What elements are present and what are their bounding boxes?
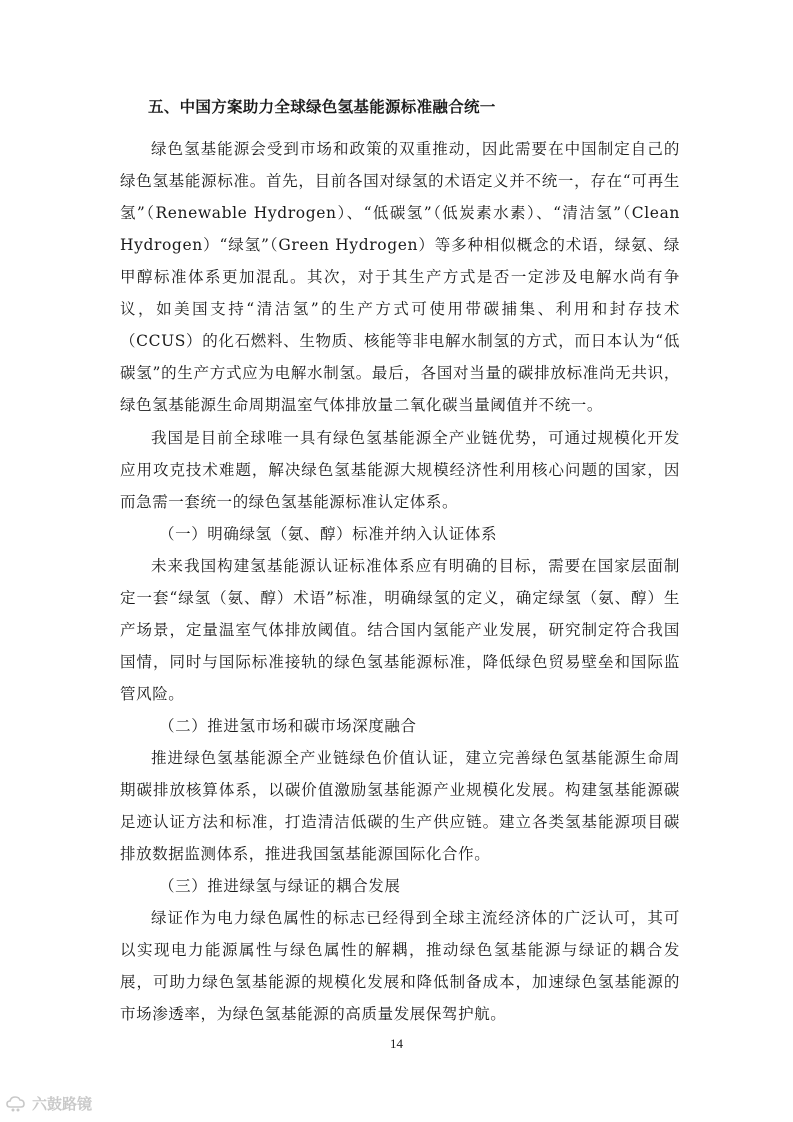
watermark — [6, 1093, 92, 1114]
subsection-3-body: 绿证作为电力绿色属性的标志已经得到全球主流经济体的广泛认可，其可以实现电力能源属性与绿色属性的解耦，推动绿色氢基能源与绿证的耦合发展，可助力绿色氢基能源的规模化发展和降低制备成本，加速绿色氢基能源的市场渗透率，为绿色氢基能源的高质量发展保驾护航。 — [120, 909, 680, 1023]
subsection-1-body: 未来我国构建氢基能源认证标准体系应有明确的目标，需要在国家层面制定一套“绿氢（氨、醇）术语”标准，明确绿氢的定义，确定绿氢（氨、醇）生产场景，定量温室气体排放阈值。结合国内氢能产业发展，研究制定符合我国国情，同时与国际标准接轨的绿色氢基能源标准，降低绿色贸易壁垒和国际监管风险。 — [120, 557, 680, 703]
subsection-2-body: 推进绿色氢基能源全产业链绿色价值认证，建立完善绿色氢基能源生命周期碳排放核算体系，以碳价值激励氢基能源产业规模化发展。构建氢基能源碳足迹认证方法和标准，打造清洁低碳的生产供应链。建立各类氢基能源项目碳排放数据监测体系，推进我国氢基能源国际化合作。 — [120, 749, 680, 863]
subsection-3-heading: （三）推进绿氢与绿证的耦合发展 — [159, 877, 401, 895]
page-content — [120, 95, 680, 1030]
subsection-1-heading: （一）明确绿氢（氨、醇）标准并纳入认证体系 — [159, 525, 498, 543]
watermark-text: 六鼓路镜 — [32, 1095, 93, 1113]
section-heading: 五、中国方案助力全球绿色氢基能源标准融合统一 — [148, 97, 496, 116]
cloud-logo-icon — [6, 1095, 28, 1113]
intro-paragraph-1: 绿色氢基能源会受到市场和政策的双重推动，因此需要在中国制定自己的绿色氢基能源标准。首先，目前各国对绿氢的术语定义并不统一，存在“可再生氢”（Renewable Hydrogen）、“低碳氢”（低炭素水素）、“清洁氢”（Clean Hydrogen）“绿氢”（Green Hydrogen）等多种相似概念的术语，绿氨、绿甲醇标准体系更加混乱。其次，对于其生产方式是否一定涉及电解水尚有争议，如美国支持“清洁氢”的生产方式可使用带碳捕集、利用和封存技术（CCUS）的化石燃料、生物质、核能等非电解水制氢的方式，而日本认为“低碳氢”的生产方式应为电解水制氢。最后，各国对当量的碳排放标准尚无共识，绿色氢基能源生命周期温室气体排放量二氧化碳当量阈值并不统一。 — [120, 140, 680, 414]
intro-paragraph-2: 我国是目前全球唯一具有绿色氢基能源全产业链优势，可通过规模化开发应用攻克技术难题，解决绿色氢基能源大规模经济性利用核心问题的国家，因而急需一套统一的绿色氢基能源标准认定体系。 — [120, 429, 680, 511]
page-number: 14 — [390, 1036, 403, 1051]
subsection-2-heading: （二）推进氢市场和碳市场深度融合 — [159, 717, 417, 735]
